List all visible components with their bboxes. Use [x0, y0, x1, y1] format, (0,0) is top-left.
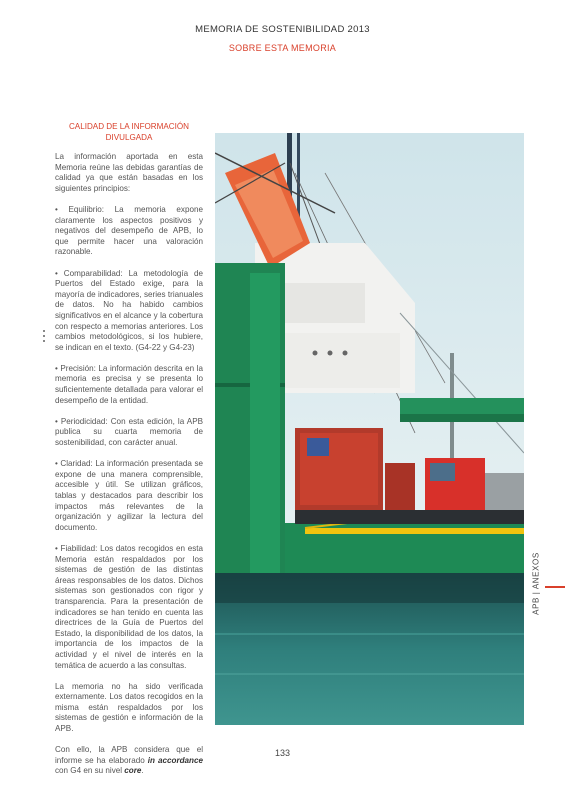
- principle-periodicidad: • Periodicidad: Con esta edición, la APB publica su cuarta memoria de sostenibilidad, con carácter anual.: [55, 416, 203, 448]
- principle-equilibrio: • Equilibrio: La memoria expone claramente los aspectos positivos y negativos del desempeño de APB, lo que permite hacer una valoración razonable.: [55, 204, 203, 257]
- conclusion-text-a: Con ello, la APB considera que el informe se ha elaborado: [55, 745, 203, 765]
- section-title: [55, 122, 203, 143]
- principle-claridad: • Claridad: La información presentada se expone de una manera comprensible, accesible y útil. Se utilizan gráficos, tablas y destacados para describir los impactos más relevantes de la organización y agilizar la lectura del documento.: [55, 459, 203, 532]
- verification-paragraph: La memoria no ha sido verificada externamente. Los datos recogidos en la misma están respaldados por los sistemas de gestión e información de la APB.: [55, 681, 203, 734]
- conclusion-emphasis-accordance: in accordance: [147, 755, 203, 765]
- side-tab: [528, 552, 544, 620]
- principle-fiabilidad: • Fiabilidad: Los datos recogidos en esta Memoria están respaldados por los sistemas de gestión de las distintas áreas responsables de los datos. Dichos sistemas son gestionados con rigor y transparencia. Para la presentación de indicadores se han tenido en cuenta las directrices de la Guía de Puertos del Estado, la disponibilidad de los datos, la importancia de los impactos de la actividad y el nivel de interés en la temática de acuerdo a las consultas.: [55, 543, 203, 670]
- intro-paragraph: La información aportada en esta Memoria reúne las debidas garantías de calidad ya que están basadas en los siguientes principios:: [55, 152, 203, 193]
- principle-comparabilidad: • Comparabilidad: La metodología de Puertos del Estado exige, para la mayoría de indicadores, series trianuales de datos. No ha habido cambios significativos en el alcance y la cobertura con respecto a memorias anteriores. Los cambios metodológicos, si los hubiere, se indican en el texto. (G4-22 y G4-23): [55, 268, 203, 352]
- section-title-line1: CALIDAD DE LA INFORMACIÓN: [68, 122, 190, 131]
- document-header-title: MEMORIA DE SOSTENIBILIDAD 2013: [195, 24, 370, 35]
- side-tab-accent-bar: [545, 586, 565, 588]
- page-number: 133: [274, 748, 291, 758]
- ship-photo: [215, 133, 524, 725]
- conclusion-text-c: .: [141, 766, 144, 776]
- conclusion-text-b: con G4 en su nivel: [55, 766, 125, 776]
- text-column: [55, 122, 203, 788]
- section-header: SOBRE ESTA MEMORIA: [228, 43, 337, 53]
- margin-marker-icon: [40, 330, 48, 345]
- side-tab-label: APB | ANEXOS: [531, 552, 541, 615]
- conclusion-emphasis-core: core: [124, 766, 142, 776]
- section-title-line2: DIVULGADA: [105, 132, 153, 142]
- ship-illustration: [215, 133, 524, 725]
- principle-precision: • Precisión: La información descrita en la memoria es precisa y se presenta lo suficientemente detallada para valorar el desempeño de la entidad.: [55, 363, 203, 405]
